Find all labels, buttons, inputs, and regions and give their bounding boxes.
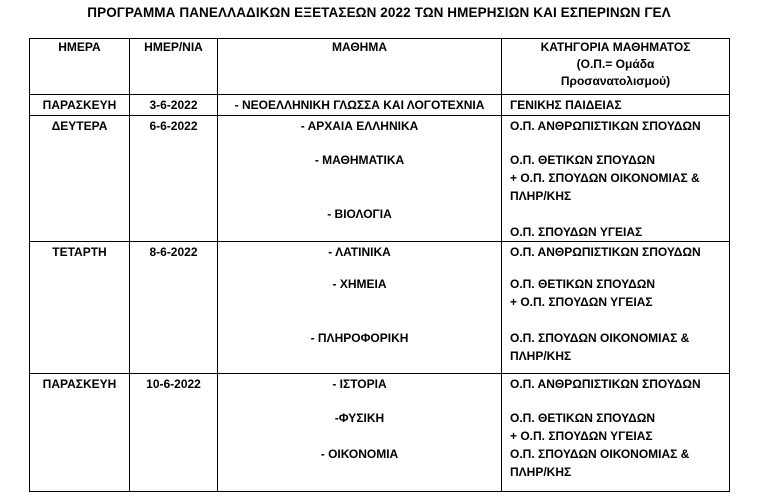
date-cell: 6-6-2022 (130, 116, 218, 242)
category-item: Ο.Π. ΘΕΤΙΚΩΝ ΣΠΟΥΔΩΝ (510, 153, 655, 167)
table-row (30, 242, 730, 374)
header-date: ΗΜΕΡ/ΝΙΑ (130, 39, 218, 95)
subject-cell (218, 374, 502, 492)
subject-cell (218, 95, 502, 116)
day-cell: ΤΕΤΑΡΤΗ (30, 242, 130, 374)
category-item: Ο.Π. ΑΝΘΡΩΠΙΣΤΙΚΩΝ ΣΠΟΥΔΩΝ (510, 245, 701, 259)
subject-item: - ΑΡΧΑΙΑ ΕΛΛΗΝΙΚΑ (300, 119, 419, 133)
subject-item: - ΜΑΘΗΜΑΤΙΚΑ (314, 153, 405, 167)
category-item: + Ο.Π. ΣΠΟΥΔΩΝ ΥΓΕΙΑΣ (510, 295, 653, 309)
subject-item: -ΦΥΣΙΚΗ (334, 411, 385, 425)
subject-cell (218, 242, 502, 374)
category-item: Ο.Π. ΑΝΘΡΩΠΙΣΤΙΚΩΝ ΣΠΟΥΔΩΝ (510, 119, 701, 133)
category-item: Ο.Π. ΑΝΘΡΩΠΙΣΤΙΚΩΝ ΣΠΟΥΔΩΝ (510, 377, 701, 391)
table-row (30, 95, 730, 116)
subject-item: - ΙΣΤΟΡΙΑ (332, 377, 387, 391)
subject-item: - ΠΛΗΡΟΦΟΡΙΚΗ (310, 331, 409, 345)
header-category: ΚΑΤΗΓΟΡΙΑ ΜΑΘΗΜΑΤΟΣ (Ο.Π.= Ομάδα Προσανατολισμού) (502, 39, 730, 95)
exam-schedule-table (29, 38, 730, 492)
date-cell: 10-6-2022 (130, 374, 218, 492)
category-item: ΠΛΗΡ/ΚΗΣ (510, 465, 572, 479)
category-item: Ο.Π. ΣΠΟΥΔΩΝ ΟΙΚΟΝΟΜΙΑΣ & (510, 447, 690, 461)
subject-item: - ΛΑΤΙΝΙΚΑ (328, 245, 391, 259)
date-cell: 3-6-2022 (130, 95, 218, 116)
category-cell (502, 374, 730, 492)
document-title: ΠΡΟΓΡΑΜΜΑ ΠΑΝΕΛΛΑΔΙΚΩΝ ΕΞΕΤΑΣΕΩΝ 2022 ΤΩΝ ΗΜΕΡΗΣΙΩΝ ΚΑΙ ΕΣΠΕΡΙΝΩΝ ΓΕΛ (87, 5, 671, 20)
category-item: ΠΛΗΡ/ΚΗΣ (510, 189, 572, 203)
category-cell (502, 242, 730, 374)
day-cell: ΠΑΡΑΣΚΕΥΗ (30, 374, 130, 492)
category-item: Ο.Π. ΣΠΟΥΔΩΝ ΟΙΚΟΝΟΜΙΑΣ & (510, 331, 690, 345)
category-item: ΓΕΝΙΚΗΣ ΠΑΙΔΕΙΑΣ (510, 98, 622, 112)
day-cell: ΠΑΡΑΣΚΕΥΗ (30, 95, 130, 116)
table-row (30, 116, 730, 242)
table-row (30, 374, 730, 492)
category-item: Ο.Π. ΘΕΤΙΚΩΝ ΣΠΟΥΔΩΝ (510, 411, 655, 425)
subject-cell (218, 116, 502, 242)
category-item: + Ο.Π. ΣΠΟΥΔΩΝ ΟΙΚΟΝΟΜΙΑΣ & (510, 171, 700, 185)
category-cell (502, 95, 730, 116)
subject-item: - ΒΙΟΛΟΓΙΑ (327, 207, 392, 221)
table-header-row (30, 39, 730, 95)
category-item: + Ο.Π. ΣΠΟΥΔΩΝ ΥΓΕΙΑΣ (510, 429, 653, 443)
category-item: Ο.Π. ΘΕΤΙΚΩΝ ΣΠΟΥΔΩΝ (510, 277, 655, 291)
header-subject: ΜΑΘΗΜΑ (218, 39, 502, 95)
subject-item: - ΝΕΟΕΛΛΗΝΙΚΗ ΓΛΩΣΣΑ ΚΑΙ ΛΟΓΟΤΕΧΝΙΑ (234, 98, 485, 112)
category-item: Ο.Π. ΣΠΟΥΔΩΝ ΥΓΕΙΑΣ (510, 225, 643, 239)
subject-item: - ΧΗΜΕΙΑ (332, 277, 387, 291)
header-day: ΗΜΕΡΑ (30, 39, 130, 95)
subject-item: - ΟΙΚΟΝΟΜΙΑ (320, 447, 399, 461)
date-cell: 8-6-2022 (130, 242, 218, 374)
category-item: ΠΛΗΡ/ΚΗΣ (510, 349, 572, 363)
day-cell: ΔΕΥΤΕΡΑ (30, 116, 130, 242)
category-cell (502, 116, 730, 242)
